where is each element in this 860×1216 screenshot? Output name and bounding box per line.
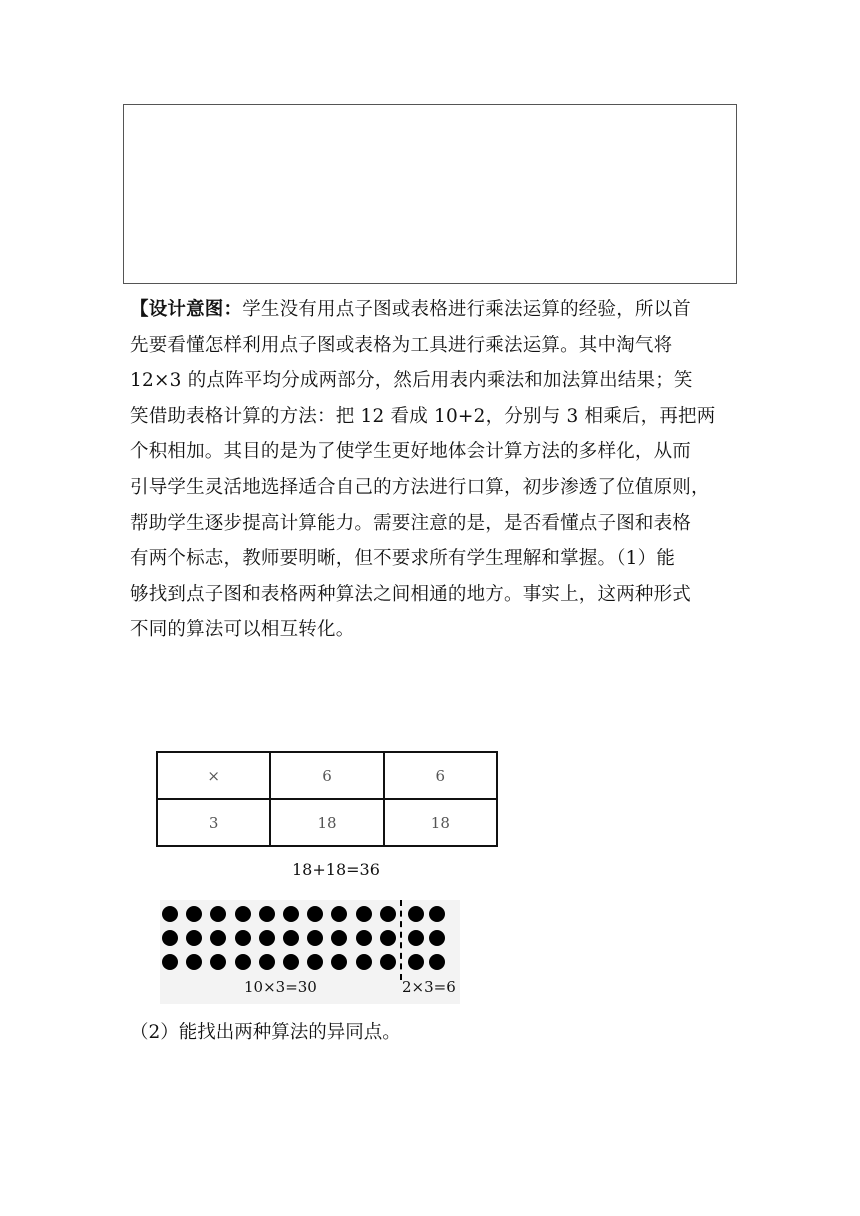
table-cell: 3 — [157, 799, 270, 846]
paragraph-line-10: 不同的算法可以相互转化。 — [130, 619, 355, 641]
dot — [408, 930, 424, 946]
left-part-label: 10×3=30 — [244, 978, 317, 996]
dot — [210, 906, 226, 922]
dot — [235, 930, 251, 946]
table-row — [157, 752, 497, 799]
paragraph-line-5: 个积相加。其目的是为了使学生更好地体会计算方法的多样化，从而 — [130, 441, 692, 463]
table-cell: 18 — [384, 799, 497, 846]
dot — [429, 906, 445, 922]
empty-frame — [123, 104, 737, 284]
dot — [186, 954, 202, 970]
dot — [408, 906, 424, 922]
dot — [235, 954, 251, 970]
dot — [162, 954, 178, 970]
design-intent-heading: 【设计意图： — [130, 299, 243, 320]
right-part-label: 2×3=6 — [402, 978, 456, 996]
paragraph-line-9: 够找到点子图和表格两种算法之间相通的地方。事实上，这两种形式 — [130, 583, 692, 605]
dot — [356, 930, 372, 946]
dot — [283, 930, 299, 946]
paragraph-line-1 — [130, 292, 742, 328]
dot — [331, 954, 347, 970]
dot — [331, 930, 347, 946]
dot — [380, 906, 396, 922]
paragraph-line-6: 引导学生灵活地选择适合自己的方法进行口算，初步渗透了位值原则， — [130, 476, 710, 498]
dot — [380, 954, 396, 970]
table-cell: 6 — [270, 752, 383, 799]
dot — [307, 906, 323, 922]
dot — [429, 954, 445, 970]
point-two-line: （2）能找出两种算法的异同点。 — [130, 1022, 401, 1043]
table-cell: 18 — [270, 799, 383, 846]
dot — [283, 954, 299, 970]
dot — [356, 906, 372, 922]
dot — [283, 906, 299, 922]
dot — [429, 930, 445, 946]
paragraph-text: 学生没有用点子图或表格进行乘法运算的经验，所以首 — [242, 299, 692, 320]
dot — [186, 906, 202, 922]
dot — [162, 930, 178, 946]
dot — [259, 906, 275, 922]
dot — [186, 930, 202, 946]
design-intent-paragraph — [130, 292, 742, 648]
multiplication-table — [156, 751, 498, 847]
dot — [408, 954, 424, 970]
paragraph-line-8: 有两个标志，教师要明晰，但不要求所有学生理解和掌握。（1）能 — [130, 548, 676, 570]
paragraph-line-4: 笑借助表格计算的方法：把 12 看成 10+2，分别与 3 相乘后，再把两 — [130, 405, 716, 427]
dot — [380, 930, 396, 946]
dot — [210, 930, 226, 946]
dot — [307, 954, 323, 970]
table-row — [157, 799, 497, 846]
dot — [162, 906, 178, 922]
dot — [235, 906, 251, 922]
paragraph-line-2: 先要看懂怎样利用点子图或表格为工具进行乘法运算。其中淘气将 — [130, 334, 673, 356]
dot-array-figure — [160, 900, 460, 1004]
dashed-divider — [400, 900, 402, 980]
dot — [259, 930, 275, 946]
dot — [307, 930, 323, 946]
dot — [259, 954, 275, 970]
table-cell: × — [157, 752, 270, 799]
paragraph-line-3: 12×3 的点阵平均分成两部分，然后用表内乘法和加法算出结果；笑 — [130, 370, 693, 392]
dot — [210, 954, 226, 970]
sum-equation: 18+18=36 — [292, 860, 380, 879]
dot — [331, 906, 347, 922]
table-cell: 6 — [384, 752, 497, 799]
paragraph-line-7: 帮助学生逐步提高计算能力。需要注意的是，是否看懂点子图和表格 — [130, 512, 692, 534]
dot — [356, 954, 372, 970]
